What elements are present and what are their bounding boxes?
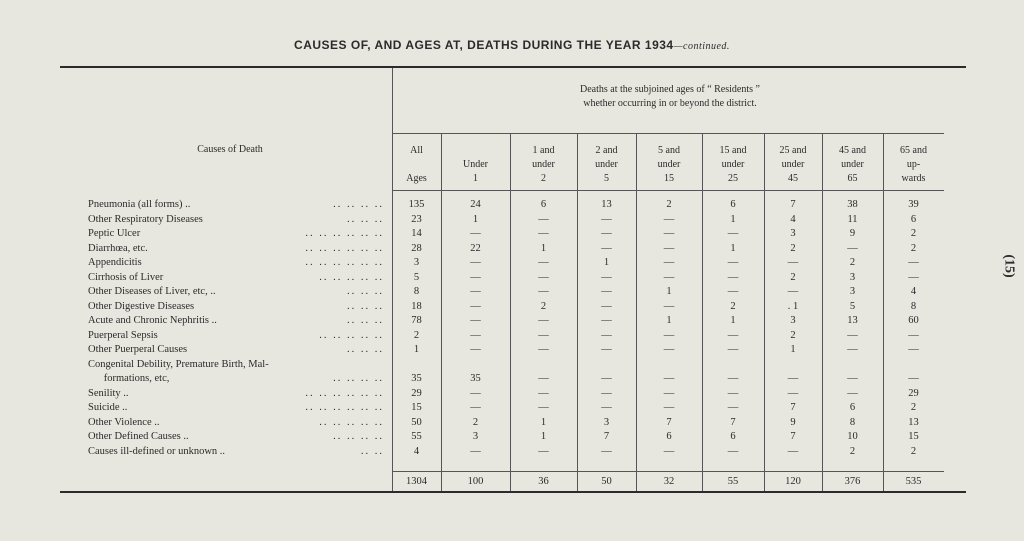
leader-dots: .. .. ..: [347, 315, 384, 326]
table-cell: 7: [730, 416, 736, 428]
table-cell: 2: [540, 300, 547, 312]
table-cell: 1: [540, 416, 547, 428]
table-cell: —: [601, 445, 612, 457]
table-cell: —: [847, 329, 858, 341]
table-cell: —: [847, 373, 858, 384]
table-cell: 6: [730, 431, 736, 442]
table-cell: —: [663, 387, 675, 399]
table-cell: —: [908, 373, 919, 384]
table-cell: 2: [730, 300, 736, 312]
cause-label: Appendicitis: [88, 257, 142, 268]
column-header: 5 and: [658, 145, 680, 156]
table-cell: 2: [790, 271, 796, 283]
table-cell: —: [538, 373, 549, 384]
leader-dots: .. .. ..: [347, 213, 384, 225]
leader-dots: .. .. ..: [347, 344, 384, 355]
table-cell: 1: [730, 213, 736, 225]
table-cell: 13: [908, 416, 919, 428]
total-cell: 535: [905, 476, 922, 487]
cause-label: Other Digestive Diseases: [88, 300, 195, 312]
table-cell: —: [663, 242, 675, 254]
table-cell: —: [787, 286, 799, 297]
table-cell: 3: [849, 271, 856, 283]
totals-rule: [392, 471, 944, 472]
cause-label: Other Respiratory Diseases: [88, 213, 203, 225]
table-cell: —: [663, 257, 675, 268]
cause-label: Suicide ..: [88, 402, 128, 413]
table-cell: —: [663, 300, 675, 312]
cause-label: Other Defined Causes ..: [88, 431, 189, 442]
table-cell: —: [601, 387, 612, 399]
table-cell: 3: [472, 431, 479, 442]
table-cell: 29: [908, 387, 919, 399]
leader-dots: .. .. .. .. .. ..: [305, 228, 384, 239]
table-cell: —: [787, 387, 799, 399]
subheader-rule: [392, 133, 944, 134]
column-header: 2 and: [595, 145, 618, 156]
cause-label: Senility ..: [88, 387, 129, 399]
table-cell: 1: [790, 344, 796, 355]
table-top-rule: [60, 66, 966, 68]
table-cell: 5: [849, 300, 856, 312]
table-cell: —: [470, 445, 481, 457]
total-cell: 36: [538, 476, 549, 487]
table-cell: —: [538, 271, 549, 283]
table-cell: —: [538, 387, 549, 399]
table-cell: —: [538, 213, 549, 225]
table-cell: 1: [472, 213, 479, 225]
column-header: 25: [728, 173, 738, 184]
table-cell: —: [601, 402, 612, 413]
cause-label: Puerperal Sepsis: [88, 329, 158, 341]
table-cell: —: [908, 344, 919, 355]
column-header: All: [410, 145, 423, 156]
table-cell: 6: [730, 199, 736, 210]
cause-label: Causes ill-defined or unknown ..: [88, 445, 226, 457]
table-cell: 39: [908, 199, 919, 210]
table-cell: 1: [730, 315, 736, 326]
total-cell: 120: [785, 476, 801, 487]
leader-dots: .. .. ..: [347, 300, 384, 312]
cause-label: Pneumonia (all forms) ..: [88, 199, 191, 210]
table-cell: 2: [910, 445, 917, 457]
table-cell: —: [847, 242, 858, 254]
table-cell: —: [727, 257, 739, 268]
table-cell: 2: [849, 445, 856, 457]
table-cell: —: [663, 213, 675, 225]
leader-dots: .. .. .. .. .. ..: [305, 402, 384, 413]
header-rule: [392, 190, 944, 191]
table-cell: —: [601, 373, 612, 384]
table-cell: —: [601, 213, 612, 225]
table-cell: 18: [411, 300, 422, 312]
leader-dots: .. .. .. ..: [333, 431, 384, 442]
column-header: under: [721, 159, 745, 170]
cause-label: Acute and Chronic Nephritis ..: [88, 315, 217, 326]
table-cell: —: [601, 242, 612, 254]
table-cell: —: [601, 271, 612, 283]
table-cell: 9: [849, 228, 856, 239]
table-cell: —: [787, 257, 799, 268]
table-cell: 4: [910, 286, 917, 297]
title-continued: —continued.: [673, 41, 730, 52]
table-cell: —: [470, 315, 481, 326]
table-cell: 35: [470, 373, 481, 384]
leader-dots: .. ..: [360, 445, 384, 457]
table-cell: —: [538, 286, 549, 297]
leader-dots: .. .. .. .. ..: [319, 329, 384, 341]
table-cell: —: [470, 344, 481, 355]
table-cell: 8: [849, 416, 856, 428]
table-cell: 23: [411, 213, 422, 225]
table-cell: —: [908, 271, 919, 283]
column-header: 65: [847, 173, 858, 184]
table-cell: 15: [411, 402, 422, 413]
table-cell: —: [601, 329, 612, 341]
table-cell: —: [908, 257, 919, 268]
column-header: 15: [664, 173, 674, 184]
table-cell: 7: [790, 431, 796, 442]
table-cell: 4: [790, 213, 796, 225]
table-cell: —: [727, 329, 739, 341]
table-cell: —: [470, 329, 481, 341]
table-cell: —: [470, 257, 481, 268]
column-header: wards: [901, 173, 926, 184]
table-cell: —: [470, 300, 481, 312]
table-cell: —: [663, 445, 675, 457]
table-cell: 2: [790, 242, 796, 254]
table-cell: —: [727, 373, 739, 384]
table-cell: 1: [540, 242, 547, 254]
table-cell: 14: [411, 228, 422, 239]
column-header: 65 and: [900, 145, 927, 156]
table-cell: 60: [908, 315, 919, 326]
cause-label: Cirrhosis of Liver: [88, 271, 164, 283]
table-cell: —: [663, 228, 675, 239]
table-cell: . 1: [787, 300, 799, 312]
total-cell: 376: [844, 476, 861, 487]
table-cell: 1: [540, 431, 547, 442]
table-cell: 9: [790, 416, 796, 428]
table-cell: 2: [413, 329, 420, 341]
table-cell: 7: [790, 402, 796, 413]
leader-dots: .. .. .. ..: [333, 199, 384, 210]
table-cell: 38: [847, 199, 858, 210]
leader-dots: .. .. .. .. .. ..: [305, 387, 384, 399]
table-cell: 50: [411, 416, 422, 428]
table-cell: 78: [411, 315, 422, 326]
table-cell: 13: [847, 315, 858, 326]
table-cell: —: [601, 228, 612, 239]
table-cell: 3: [790, 228, 796, 239]
total-cell: 32: [663, 476, 675, 487]
column-header: Ages: [406, 173, 427, 184]
page-title: [0, 38, 1024, 52]
table-cell: —: [847, 344, 858, 355]
column-header: under: [657, 159, 681, 170]
table-cell: —: [470, 286, 481, 297]
table-cell: —: [663, 402, 675, 413]
table-cell: 6: [849, 402, 856, 413]
table-cell: —: [727, 271, 739, 283]
table-cell: —: [601, 344, 612, 355]
table-cell: 2: [910, 402, 917, 413]
table-cell: —: [663, 329, 675, 341]
leader-dots: .. .. .. .. .. ..: [305, 257, 384, 268]
table-cell: 7: [790, 199, 796, 210]
cause-label: Other Violence ..: [88, 416, 160, 428]
table-bottom-rule: [60, 491, 966, 493]
table-cell: 7: [603, 431, 610, 442]
table-cell: 3: [413, 257, 420, 268]
cause-label: Other Puerperal Causes: [88, 344, 188, 355]
table-cell: 6: [910, 213, 917, 225]
leader-dots: .. .. ..: [347, 286, 384, 297]
table-cell: —: [663, 344, 675, 355]
table-cell: —: [663, 271, 675, 283]
table-cell: —: [601, 300, 612, 312]
table-cell: 2: [472, 416, 479, 428]
table-cell: —: [470, 271, 481, 283]
column-header: 15 and: [719, 145, 747, 156]
table-cell: —: [470, 228, 481, 239]
table-cell: 22: [470, 242, 481, 254]
group-header-line2: whether occurring in or beyond the district.: [583, 98, 757, 109]
table-cell: —: [847, 387, 858, 399]
title-main: CAUSES OF, AND AGES AT, DEATHS DURING THE YEAR 1934: [294, 38, 674, 52]
table-cell: —: [908, 329, 919, 341]
causes-header: Causes of Death: [197, 144, 263, 155]
cause-label: formations, etc,: [88, 373, 170, 384]
table-cell: —: [787, 373, 799, 384]
table-cell: 55: [411, 431, 422, 442]
page-number: (15): [1001, 254, 1017, 278]
column-header: 2: [541, 173, 546, 184]
table-cell: 3: [603, 416, 610, 428]
table-cell: 135: [408, 199, 425, 210]
table-cell: 1: [603, 257, 610, 268]
total-cell: 100: [467, 476, 484, 487]
table-cell: 2: [849, 257, 856, 268]
leader-dots: .. .. .. ..: [333, 373, 384, 384]
column-header: under: [781, 159, 805, 170]
column-header: under: [841, 159, 864, 170]
table-cell: —: [538, 329, 549, 341]
column-header: 45: [788, 173, 798, 184]
table-cell: 6: [666, 431, 672, 442]
table-cell: 10: [847, 431, 858, 442]
table-cell: 5: [413, 271, 420, 283]
table-cell: —: [470, 402, 481, 413]
table-cell: —: [787, 445, 799, 457]
table-cell: 2: [790, 329, 796, 341]
table-cell: 1: [666, 315, 672, 326]
table-cell: 1: [666, 286, 672, 297]
cause-label: Other Diseases of Liver, etc, ..: [88, 286, 216, 297]
total-cell: 1304: [406, 476, 427, 487]
table-cell: 29: [411, 387, 422, 399]
table-cell: —: [727, 344, 739, 355]
table-cell: 3: [790, 315, 796, 326]
table-cell: —: [538, 344, 549, 355]
column-header: up-: [906, 159, 921, 170]
table-cell: —: [538, 315, 549, 326]
table-cell: —: [470, 387, 481, 399]
table-cell: —: [727, 402, 739, 413]
leader-dots: .. .. .. .. ..: [319, 416, 384, 428]
column-header: 25 and: [779, 145, 807, 156]
cause-label: Diarrhœa, etc.: [88, 242, 148, 254]
table-cell: —: [727, 445, 739, 457]
table-cell: 24: [470, 199, 481, 210]
table-cell: —: [601, 315, 612, 326]
table-cell: 11: [847, 213, 858, 225]
cause-label: Congenital Debility, Premature Birth, Mal-: [88, 358, 269, 370]
column-header: 1 and: [532, 145, 555, 156]
table-cell: —: [727, 387, 739, 399]
table-cell: 8: [910, 300, 917, 312]
table-cell: 2: [910, 242, 917, 254]
cause-label: Peptic Ulcer: [88, 228, 141, 239]
column-header: under: [595, 159, 618, 170]
total-cell: 55: [727, 476, 739, 487]
table-cell: —: [538, 228, 549, 239]
table-cell: —: [663, 373, 675, 384]
column-header: under: [532, 159, 555, 170]
table-cell: —: [727, 228, 739, 239]
table-cell: 13: [601, 199, 612, 210]
column-header: 1: [473, 173, 478, 184]
table-cell: 2: [666, 199, 672, 210]
table-cell: 7: [666, 416, 672, 428]
column-header: 45 and: [839, 145, 866, 156]
leader-dots: .. .. .. .. .. ..: [305, 242, 384, 254]
table-cell: —: [601, 286, 612, 297]
column-header: 5: [604, 173, 609, 184]
table-cell: 28: [411, 242, 422, 254]
table-cell: 15: [908, 431, 919, 442]
table-cell: 6: [540, 199, 547, 210]
table-cell: 1: [413, 344, 420, 355]
table-cell: 8: [413, 286, 420, 297]
table-cell: 1: [730, 242, 736, 254]
total-cell: 50: [601, 476, 612, 487]
column-header: Under: [463, 159, 488, 170]
table-cell: —: [538, 402, 549, 413]
table-cell: 2: [910, 228, 917, 239]
table-cell: 35: [411, 373, 422, 384]
table-cell: 4: [413, 445, 420, 457]
table-cell: —: [727, 286, 739, 297]
group-header-line1: Deaths at the subjoined ages of “ Residents ”: [580, 84, 760, 95]
table-cell: 3: [849, 286, 856, 297]
table-cell: —: [538, 445, 549, 457]
leader-dots: .. .. .. .. ..: [319, 271, 384, 283]
table-cell: —: [538, 257, 549, 268]
